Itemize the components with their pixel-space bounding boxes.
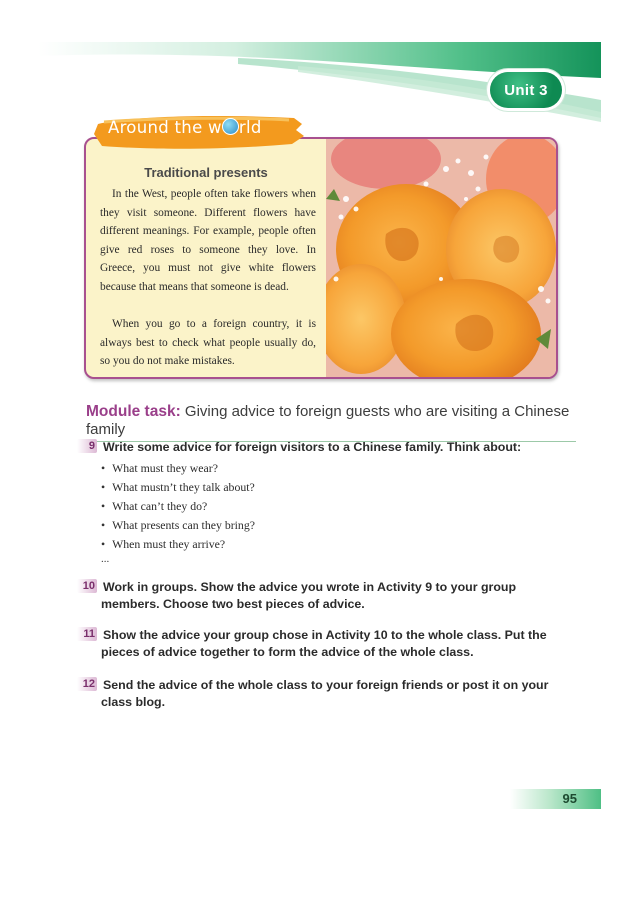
page-number: 95 bbox=[510, 789, 601, 809]
think-about-list bbox=[101, 459, 255, 554]
list-item: • What presents can they bring? bbox=[101, 516, 255, 535]
module-task-heading bbox=[86, 403, 576, 442]
list-item: • What must they wear? bbox=[101, 459, 255, 478]
panel-paragraph-1: In the West, people often take flowers when they visit someone. Different flowers have different meanings. For example, people often give red roses to someone they love. In Greece, you must not give white flowers because that means that someone is dead. bbox=[100, 188, 316, 293]
activity-11 bbox=[77, 627, 567, 661]
module-task-text: Giving advice to foreign guests who are visiting a Chinese family bbox=[86, 403, 570, 438]
activity-number-badge: 10 bbox=[77, 579, 97, 593]
panel-paragraph-2: When you go to a foreign country, it is always best to check what people usually do, so you do not make mistakes. bbox=[100, 318, 316, 367]
list-item: • What can’t they do? bbox=[101, 497, 255, 516]
list-ellipsis: ... bbox=[101, 553, 110, 565]
activity-text: Send the advice of the whole class to your foreign friends or post it on your class blog. bbox=[101, 678, 549, 709]
unit-badge bbox=[490, 72, 562, 108]
activity-12 bbox=[77, 677, 567, 711]
banner-text bbox=[108, 118, 262, 137]
activity-number-badge: 11 bbox=[77, 627, 97, 641]
activity-10 bbox=[77, 579, 567, 613]
panel-text-column bbox=[86, 139, 326, 377]
activity-9 bbox=[77, 439, 567, 456]
roses-photo bbox=[326, 139, 556, 377]
activity-text: Work in groups. Show the advice you wrote in Activity 9 to your group members. Choose two best pieces of advice. bbox=[101, 580, 517, 611]
around-the-world-banner bbox=[94, 114, 306, 152]
activity-number-badge: 12 bbox=[77, 677, 97, 691]
list-item: • When must they arrive? bbox=[101, 535, 255, 554]
activity-number-badge: 9 bbox=[77, 439, 97, 453]
list-item: • What mustn’t they talk about? bbox=[101, 478, 255, 497]
activity-text: Show the advice your group chose in Activity 10 to the whole class. Put the pieces of advice together to form the advice of the whole class. bbox=[101, 628, 547, 659]
globe-icon bbox=[222, 118, 239, 135]
banner-text-start: Around the w bbox=[108, 118, 222, 137]
activity-text: Write some advice for foreign visitors to a Chinese family. Think about: bbox=[103, 440, 522, 454]
module-task-label: Module task: bbox=[86, 403, 181, 420]
banner-text-end: rld bbox=[238, 118, 262, 137]
panel-title: Traditional presents bbox=[144, 165, 268, 180]
unit-label: Unit 3 bbox=[504, 81, 548, 99]
around-the-world-panel bbox=[84, 137, 558, 379]
